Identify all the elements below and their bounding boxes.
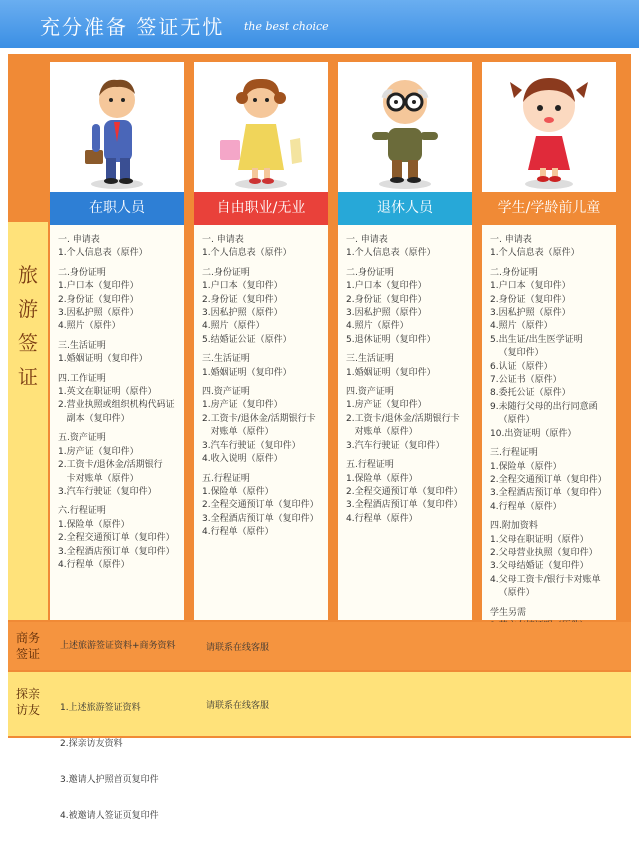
requirement-line: 2.全程交通预订单（复印件）	[490, 474, 607, 485]
requirement-line: 2.身份证（复印件）	[58, 294, 139, 305]
requirement-line: 一. 申请表	[58, 235, 100, 245]
requirement-line: 五.行程证明	[346, 460, 394, 471]
requirement-line: 3.汽车行驶证（复印件）	[202, 440, 301, 451]
requirement-line: 1.婚姻证明（复印件）	[346, 367, 436, 378]
requirement-line: 2.身份证（复印件）	[202, 294, 283, 305]
requirement-line: 4.父母工资卡/银行卡对账单	[490, 574, 601, 585]
requirement-line: 三.生活证明	[346, 354, 394, 365]
business-visa-text: 上述旅游签证资料+商务资料	[60, 641, 176, 651]
requirement-line: 五.资产证明	[58, 433, 106, 444]
requirement-line: 学生另需	[490, 607, 527, 618]
requirement-line: （原件）	[490, 415, 535, 426]
requirement-line: 卡对账单（原件）	[58, 473, 139, 484]
requirement-line: 一. 申请表	[202, 235, 244, 245]
requirement-line: 1.英文在职证明（原件）	[58, 387, 157, 398]
requirement-line: 1.婚姻证明（复印件）	[58, 354, 148, 365]
requirement-line: 1.父母在职证明（原件）	[490, 534, 589, 545]
requirement-line: 1.保险单（原件）	[490, 461, 562, 472]
requirement-line: 3.因私护照（原件）	[202, 308, 283, 319]
requirement-line: 一. 申请表	[346, 235, 388, 245]
little-girl-icon	[482, 62, 616, 192]
requirement-line: 对账单（原件）	[202, 427, 274, 438]
requirement-line: 3.因私护照（原件）	[490, 308, 571, 319]
requirement-line: 6.认证（原件）	[490, 361, 553, 372]
column-freelance	[194, 62, 328, 620]
requirement-line: 四.附加资料	[490, 521, 538, 532]
requirement-line: （复印件）	[490, 348, 544, 359]
family-visit-item: 4.被邀请人签证页复印件	[60, 811, 159, 821]
requirement-line: 四.工作证明	[58, 373, 106, 384]
requirement-line: 2.工资卡/退休金/活期银行	[58, 460, 163, 471]
family-visit-item: 2.探亲访友资料	[60, 739, 123, 749]
requirement-line: 1.房产证（复印件）	[58, 446, 139, 457]
requirement-line: 2.全程交通预订单（复印件）	[346, 486, 463, 497]
business-visa-label-line2: 签证	[15, 647, 40, 661]
requirement-line: 3.父母结婚证（复印件）	[490, 561, 589, 572]
requirement-line: 4.照片（原件）	[202, 321, 265, 332]
requirement-line: 1.婚姻证明（复印件）	[202, 367, 292, 378]
requirement-line: 3.因私护照（原件）	[58, 308, 139, 319]
requirement-line: 3.汽车行驶证（复印件）	[58, 486, 157, 497]
family-visit-label-line1: 探亲	[15, 687, 40, 701]
requirement-line: 五.行程证明	[202, 473, 250, 484]
requirement-line: 1.户口本（复印件）	[346, 281, 427, 292]
family-visit-item: 3.邀请人护照首页复印件	[60, 775, 159, 785]
requirement-line: 2.身份证（复印件）	[490, 294, 571, 305]
requirement-line: 1.保险单（原件）	[346, 473, 418, 484]
requirement-line: 4.照片（原件）	[346, 321, 409, 332]
column-title-retired: 退休人员	[338, 192, 472, 225]
requirement-line: 4.行程单（原件）	[202, 527, 274, 538]
shopper-woman-icon	[194, 62, 328, 192]
requirement-line: 1.房产证（复印件）	[202, 400, 283, 411]
banner-title: 充分准备 签证无忧	[40, 15, 225, 39]
requirement-line: 2.全程交通预订单（复印件）	[58, 533, 175, 544]
requirement-line: 六.行程证明	[58, 506, 106, 517]
family-visit-note: 请联系在线客服	[206, 701, 270, 711]
requirement-line: 5.出生证/出生医学证明	[490, 334, 583, 345]
column-student	[482, 62, 616, 620]
requirement-line: 1.户口本（复印件）	[58, 281, 139, 292]
requirement-line: 4.照片（原件）	[490, 321, 553, 332]
requirement-line: 4.行程单（原件）	[346, 513, 418, 524]
elderly-man-icon	[338, 62, 472, 192]
business-visa-label	[8, 630, 48, 662]
requirement-line: 4.行程单（原件）	[58, 559, 130, 570]
requirement-line: 2.全程交通预订单（复印件）	[202, 500, 319, 511]
requirement-line: 8.委托公证（原件）	[490, 388, 571, 399]
requirement-line: 4.行程单（原件）	[490, 501, 562, 512]
requirement-line: 1.户口本（复印件）	[202, 281, 283, 292]
requirement-line: 对账单（原件）	[346, 427, 418, 438]
family-visit-label-line2: 访友	[15, 703, 40, 717]
requirement-line: 副本（复印件）	[58, 413, 130, 424]
banner-subtitle: the best choice	[244, 20, 329, 33]
column-title-student: 学生/学龄前儿童	[482, 192, 616, 225]
requirement-line: 2.营业执照或组织机构代码证	[58, 400, 175, 411]
requirement-line: 3.因私护照（原件）	[346, 308, 427, 319]
requirement-line: 二.身份证明	[346, 267, 394, 278]
businessman-icon	[50, 62, 184, 192]
requirement-line: 2.身份证（复印件）	[346, 294, 427, 305]
requirements-list-employed	[58, 234, 182, 572]
requirement-line: 10.出资证明（原件）	[490, 428, 577, 439]
requirement-line: 二.身份证明	[202, 267, 250, 278]
requirement-line: 2.工资卡/退休金/活期银行卡	[346, 413, 460, 424]
requirement-line: 1.保险单（原件）	[58, 519, 130, 530]
business-visa-note: 请联系在线客服	[206, 643, 270, 653]
column-retired	[338, 62, 472, 620]
requirement-line: 1.个人信息表（原件）	[346, 248, 436, 259]
requirement-line: 三.生活证明	[58, 340, 106, 351]
business-visa-row	[8, 622, 631, 670]
requirement-line: （原件）	[490, 588, 535, 599]
requirement-line: 1.户口本（复印件）	[490, 281, 571, 292]
requirement-line: 1.个人信息表（原件）	[490, 248, 580, 259]
tourist-visa-label	[8, 258, 48, 394]
requirement-line: 二.身份证明	[490, 267, 538, 278]
requirements-list-student	[490, 234, 614, 633]
requirements-list-freelance	[202, 234, 326, 540]
column-employed	[50, 62, 184, 620]
family-visit-list	[60, 678, 159, 846]
requirement-line: 1.个人信息表（原件）	[202, 248, 292, 259]
requirement-line: 3.全程酒店预订单（复印件）	[490, 488, 607, 499]
requirement-line: 三.生活证明	[202, 354, 250, 365]
requirement-line: 四.资产证明	[346, 387, 394, 398]
requirement-line: 二.身份证明	[58, 267, 106, 278]
tourist-visa-label-text: 旅游签证	[18, 263, 38, 389]
family-visit-item: 1.上述旅游签证资料	[60, 703, 141, 713]
requirement-line: 3.汽车行驶证（复印件）	[346, 440, 445, 451]
column-title-freelance: 自由职业/无业	[194, 192, 328, 225]
requirement-line: 4.照片（原件）	[58, 321, 121, 332]
requirement-line: 一. 申请表	[490, 235, 532, 245]
family-visit-row	[8, 672, 631, 821]
requirement-line: 四.资产证明	[202, 387, 250, 398]
requirements-list-retired	[346, 234, 470, 526]
business-visa-label-line1: 商务	[15, 631, 40, 645]
requirement-line: 9.未随行父母的出行同意函	[490, 401, 598, 412]
requirement-line: 2.工资卡/退休金/活期银行卡	[202, 413, 316, 424]
requirement-line: 3.全程酒店预订单（复印件）	[346, 500, 463, 511]
requirement-line: 三.行程证明	[490, 448, 538, 459]
family-visit-label	[8, 686, 48, 718]
requirement-line: 2.父母营业执照（复印件）	[490, 547, 598, 558]
requirement-line: 3.全程酒店预订单（复印件）	[202, 513, 319, 524]
requirement-line: 5.退休证明（复印件）	[346, 334, 436, 345]
header-banner	[0, 0, 639, 48]
requirement-line: 1.房产证（复印件）	[346, 400, 427, 411]
column-title-employed: 在职人员	[50, 192, 184, 225]
requirement-line: 1.个人信息表（原件）	[58, 248, 148, 259]
requirement-line: 7.公证书（原件）	[490, 375, 562, 386]
requirement-line: 1.保险单（原件）	[202, 486, 274, 497]
requirement-line: 5.结婚证公证（原件）	[202, 334, 292, 345]
requirement-line: 4.收入说明（原件）	[202, 454, 283, 465]
requirement-line: 3.全程酒店预订单（复印件）	[58, 546, 175, 557]
